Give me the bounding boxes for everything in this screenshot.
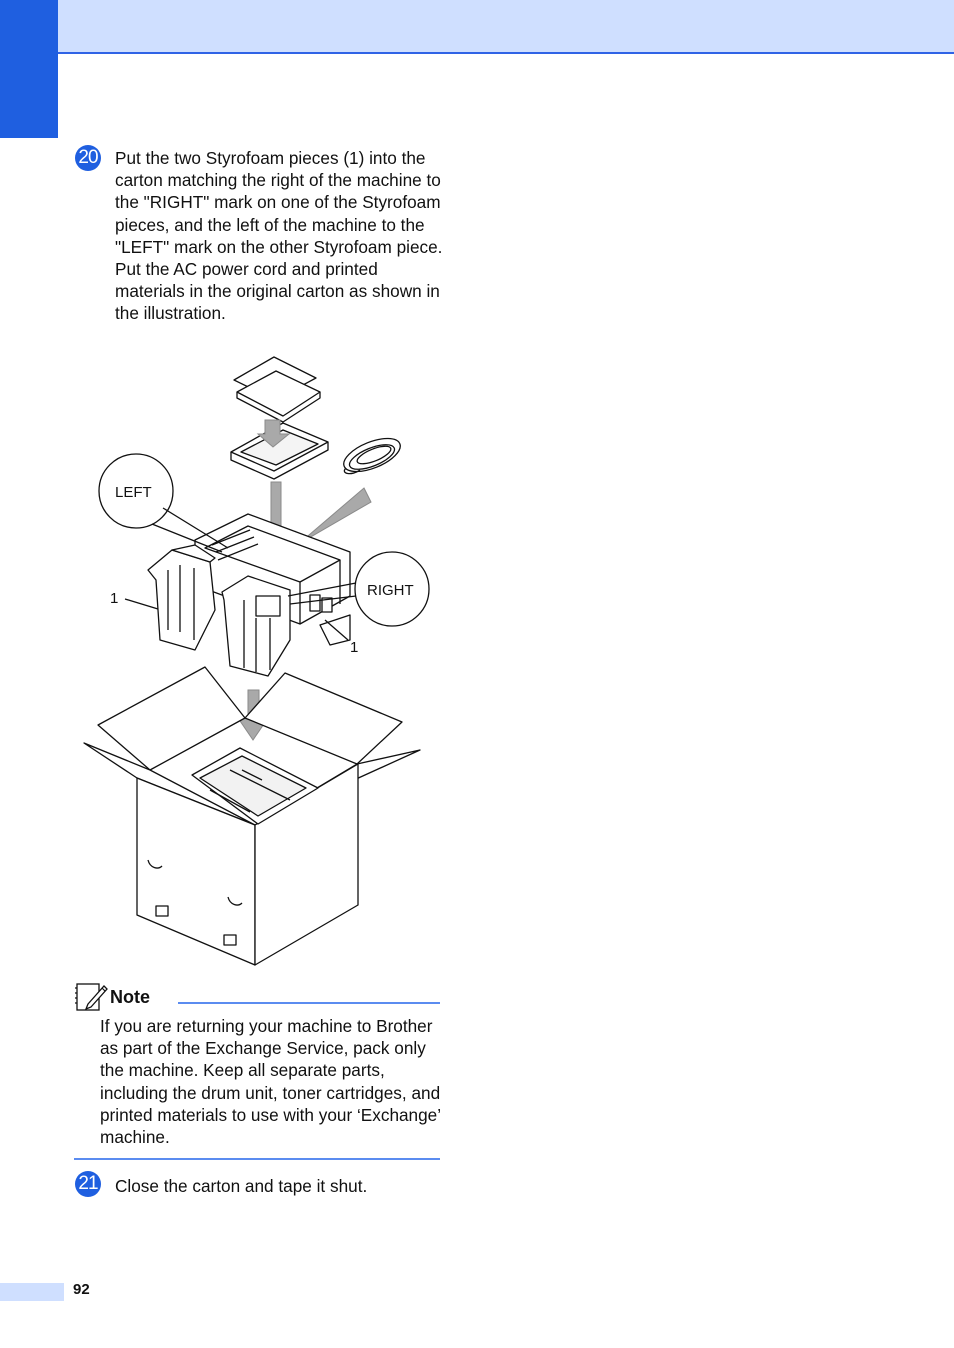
callout-1-left: 1 [110,590,119,607]
packing-illustration [70,350,450,975]
page-number: 92 [73,1281,90,1298]
step-20-text: Put the two Styrofoam pieces (1) into the carton matching the right of the machine to the "RIGHT" mark on one of the Styrofoam pieces, and the left of the machine to the "LEFT" mark on the other Styrofoam piece. Put the AC power cord and printed materials in the original carton as shown in the illustration. [115,148,443,324]
step-21-badge: 21 [75,1171,101,1197]
label-right: RIGHT [367,582,414,599]
label-left: LEFT [115,484,152,501]
step-20-badge: 20 [75,145,101,171]
header-band [0,0,954,54]
callout-1-right: 1 [350,639,359,656]
pencil-note-icon [74,980,108,1014]
note-rule-top [178,1002,440,1004]
chapter-side-tab [0,0,58,138]
step-21-text: Close the carton and tape it shut. [115,1176,368,1196]
note-body: If you are returning your machine to Brother as part of the Exchange Service, pack only the machine. Keep all separate parts, including the drum unit, toner cartridges, and printed materials to use with your ‘Exchange’ machine. [100,1016,441,1148]
note-title: Note [110,987,150,1007]
note-rule-bottom [74,1158,440,1160]
footer-band [0,1283,64,1301]
